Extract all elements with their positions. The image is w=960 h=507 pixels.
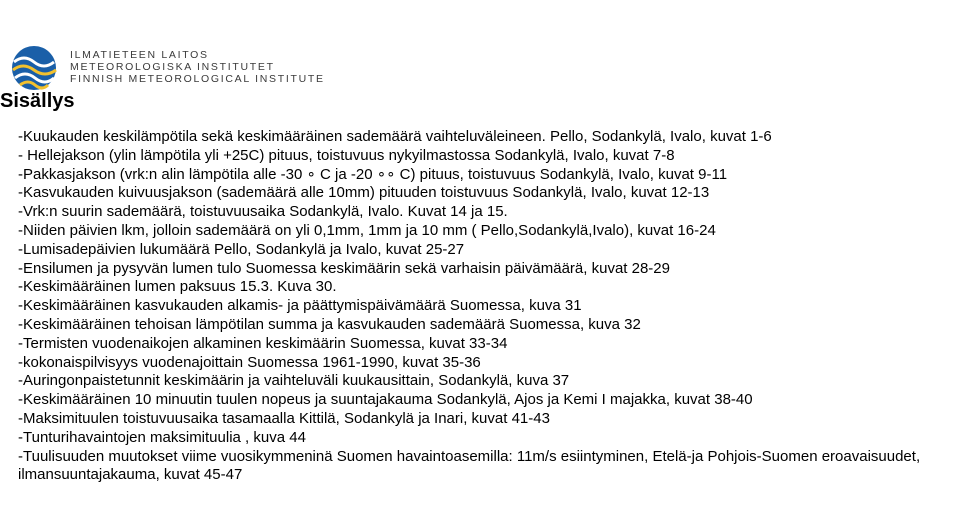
list-item: - Hellejakson (ylin lämpötila yli +25C) pituus, toistuvuus nykyilmastossa Sodankylä, Ivalo, kuvat 7-8 (18, 146, 675, 164)
contents-list (18, 128, 953, 485)
logo-line: ILMATIETEEN LAITOS (70, 49, 209, 61)
logo-line: METEOROLOGISKA INSTITUTET (70, 61, 275, 73)
list-item: -Maksimituulen toistuvuusaika tasamaalla Kittilä, Sodankylä ja Inari, kuvat 41-43 (18, 409, 550, 427)
list-item: -Kasvukauden kuivuusjakson (sademäärä alle 10mm) pituuden toistuvuus Sodankylä, Ivalo, kuvat 12-13 (18, 184, 710, 202)
list-item: -Tunturihavaintojen maksimituulia , kuva 44 (18, 428, 306, 446)
list-item: -Keskimääräinen tehoisan lämpötilan summa ja kasvukauden sademäärä Suomessa, kuva 32 (18, 315, 641, 333)
list-item: -Termisten vuodenaikojen alkaminen keskimäärin Suomessa, kuvat 33-34 (18, 334, 508, 352)
list-item: -Auringonpaistetunnit keskimäärin ja vaihteluväli kuukausittain, Sodankylä, kuva 37 (18, 372, 570, 390)
list-item: -Kuukauden keskilämpötila sekä keskimääräinen sademäärä vaihteluväleineen. Pello, Sodankylä, Ivalo, kuvat 1-6 (18, 128, 772, 145)
logo-text (70, 49, 325, 85)
list-item: -Vrk:n suurin sademäärä, toistuvuusaika Sodankylä, Ivalo. Kuvat 14 ja 15. (18, 203, 508, 221)
list-item: -Ensilumen ja pysyvän lumen tulo Suomessa keskimäärin sekä varhaisin päivämäärä, kuvat 28-29 (18, 259, 670, 277)
list-item: -Keskimääräinen 10 minuutin tuulen nopeus ja suuntajakauma Sodankylä, Ajos ja Kemi I majakka, kuvat 38-40 (18, 391, 753, 409)
list-item: -Lumisadepäivien lukumäärä Pello, Sodankylä ja Ivalo, kuvat 25-27 (18, 240, 465, 258)
page-title: Sisällys (0, 90, 75, 112)
list-item: -Tuulisuuden muutokset viime vuosikymmeninä Suomen havaintoasemilla: 11m/s esiintyminen, Etelä-ja Pohjois-Suomen eroavaisuudet, ilmansuuntajakauma, kuvat 45-47 (18, 447, 921, 484)
list-item: -kokonaispilvisyys vuodenajoittain Suomessa 1961-1990, kuvat 35-36 (18, 353, 481, 371)
list-item: -Keskimääräinen lumen paksuus 15.3. Kuva 30. (18, 278, 337, 296)
fmi-logo (10, 44, 325, 94)
list-item: -Keskimääräinen kasvukauden alkamis- ja päättymispäivämäärä Suomessa, kuva 31 (18, 297, 582, 315)
list-item: -Niiden päivien lkm, jolloin sademäärä on yli 0,1mm, 1mm ja 10 mm ( Pello,Sodankylä,Ivalo), kuvat 16-24 (18, 221, 716, 239)
fmi-logo-icon (10, 44, 62, 92)
list-item: -Pakkasjakson (vrk:n alin lämpötila alle -30 ∘ C ja -20 ∘∘ C) pituus, toistuvuus Sodankylä, Ivalo, kuvat 9-11 (18, 165, 728, 183)
logo-line: FINNISH METEOROLOGICAL INSTITUTE (70, 73, 325, 85)
